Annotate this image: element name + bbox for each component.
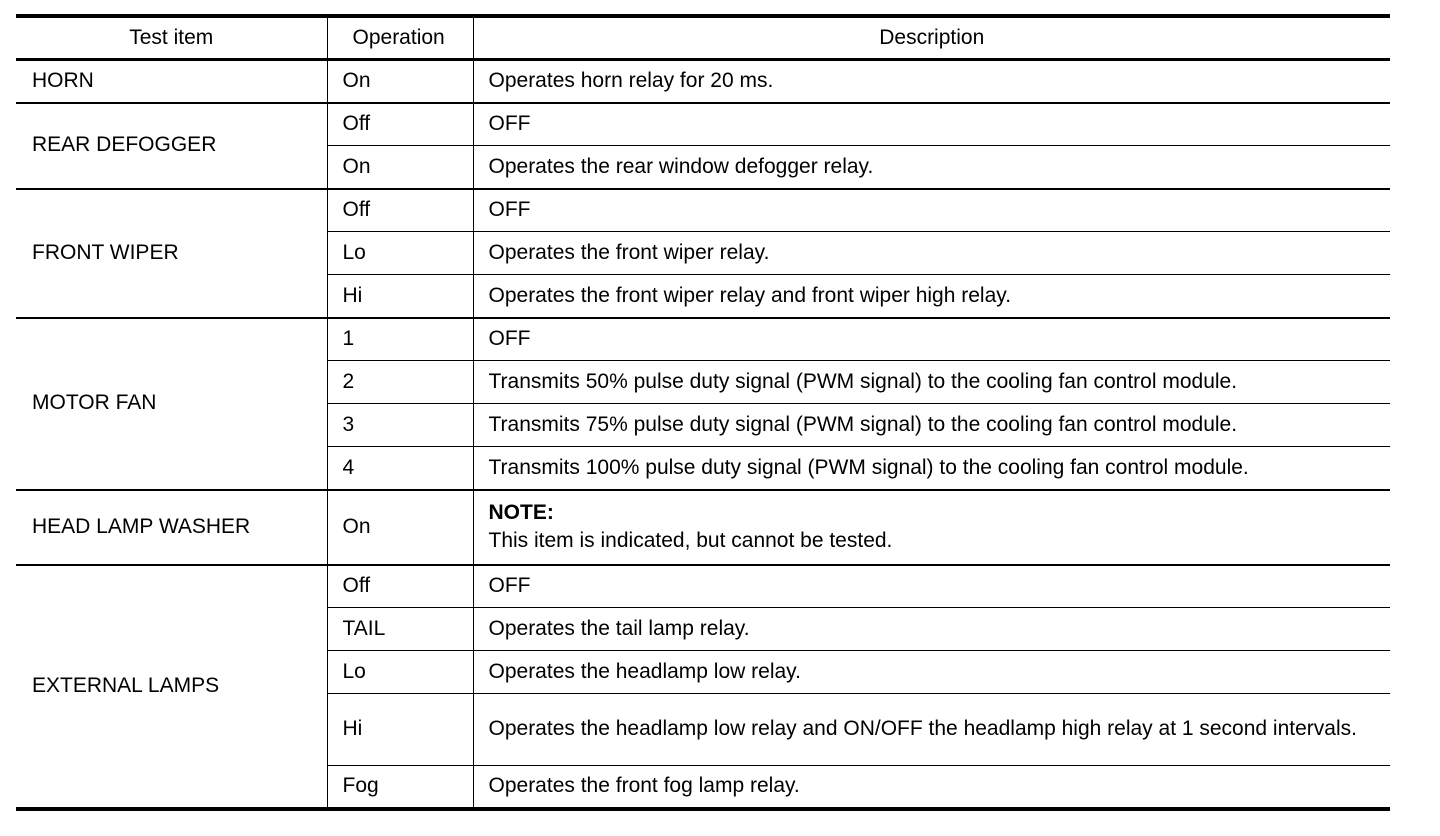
operation-cell: On	[327, 490, 473, 565]
active-test-table	[16, 14, 1390, 811]
header-description: Description	[473, 16, 1390, 60]
description-cell: Transmits 50% pulse duty signal (PWM signal) to the cooling fan control module.	[473, 361, 1390, 404]
table-row	[16, 189, 1390, 232]
description-cell: OFF	[473, 189, 1390, 232]
description-cell: Transmits 75% pulse duty signal (PWM signal) to the cooling fan control module.	[473, 404, 1390, 447]
operation-cell: 4	[327, 447, 473, 490]
operation-cell: 3	[327, 404, 473, 447]
description-cell: Operates the front wiper relay.	[473, 232, 1390, 275]
operation-cell: TAIL	[327, 608, 473, 651]
description-cell: Operates the rear window defogger relay.	[473, 146, 1390, 189]
operation-cell: 2	[327, 361, 473, 404]
test-item-cell: REAR DEFOGGER	[16, 103, 327, 189]
operation-cell: Off	[327, 189, 473, 232]
description-cell: Operates the front wiper relay and front wiper high relay.	[473, 275, 1390, 318]
operation-cell: Off	[327, 565, 473, 608]
description-cell: Operates the headlamp low relay and ON/OFF the headlamp high relay at 1 second intervals.	[473, 694, 1390, 766]
description-cell: Operates the front fog lamp relay.	[473, 766, 1390, 809]
test-item-cell: FRONT WIPER	[16, 189, 327, 318]
operation-cell: Hi	[327, 694, 473, 766]
operation-cell: On	[327, 60, 473, 103]
header-test-item: Test item	[16, 16, 327, 60]
table-header-row	[16, 16, 1390, 60]
operation-cell: Hi	[327, 275, 473, 318]
test-item-cell: MOTOR FAN	[16, 318, 327, 490]
note-label: NOTE:	[488, 500, 554, 524]
description-cell	[473, 490, 1390, 565]
operation-cell: Lo	[327, 651, 473, 694]
description-cell: Transmits 100% pulse duty signal (PWM signal) to the cooling fan control module.	[473, 447, 1390, 490]
description-cell: Operates the headlamp low relay.	[473, 651, 1390, 694]
test-item-cell: EXTERNAL LAMPS	[16, 565, 327, 809]
description-cell: OFF	[473, 565, 1390, 608]
test-item-table-container	[16, 14, 1390, 811]
test-item-cell: HORN	[16, 60, 327, 103]
note-text: This item is indicated, but cannot be tested.	[488, 529, 893, 552]
table-row	[16, 318, 1390, 361]
operation-cell: Lo	[327, 232, 473, 275]
operation-cell: 1	[327, 318, 473, 361]
description-cell: OFF	[473, 318, 1390, 361]
description-cell: Operates horn relay for 20 ms.	[473, 60, 1390, 103]
operation-cell: Off	[327, 103, 473, 146]
header-operation: Operation	[327, 16, 473, 60]
description-cell: OFF	[473, 103, 1390, 146]
description-cell: Operates the tail lamp relay.	[473, 608, 1390, 651]
test-item-cell: HEAD LAMP WASHER	[16, 490, 327, 565]
table-row	[16, 490, 1390, 565]
operation-cell: On	[327, 146, 473, 189]
operation-cell: Fog	[327, 766, 473, 809]
table-row	[16, 103, 1390, 146]
table-row	[16, 565, 1390, 608]
table-row	[16, 60, 1390, 103]
